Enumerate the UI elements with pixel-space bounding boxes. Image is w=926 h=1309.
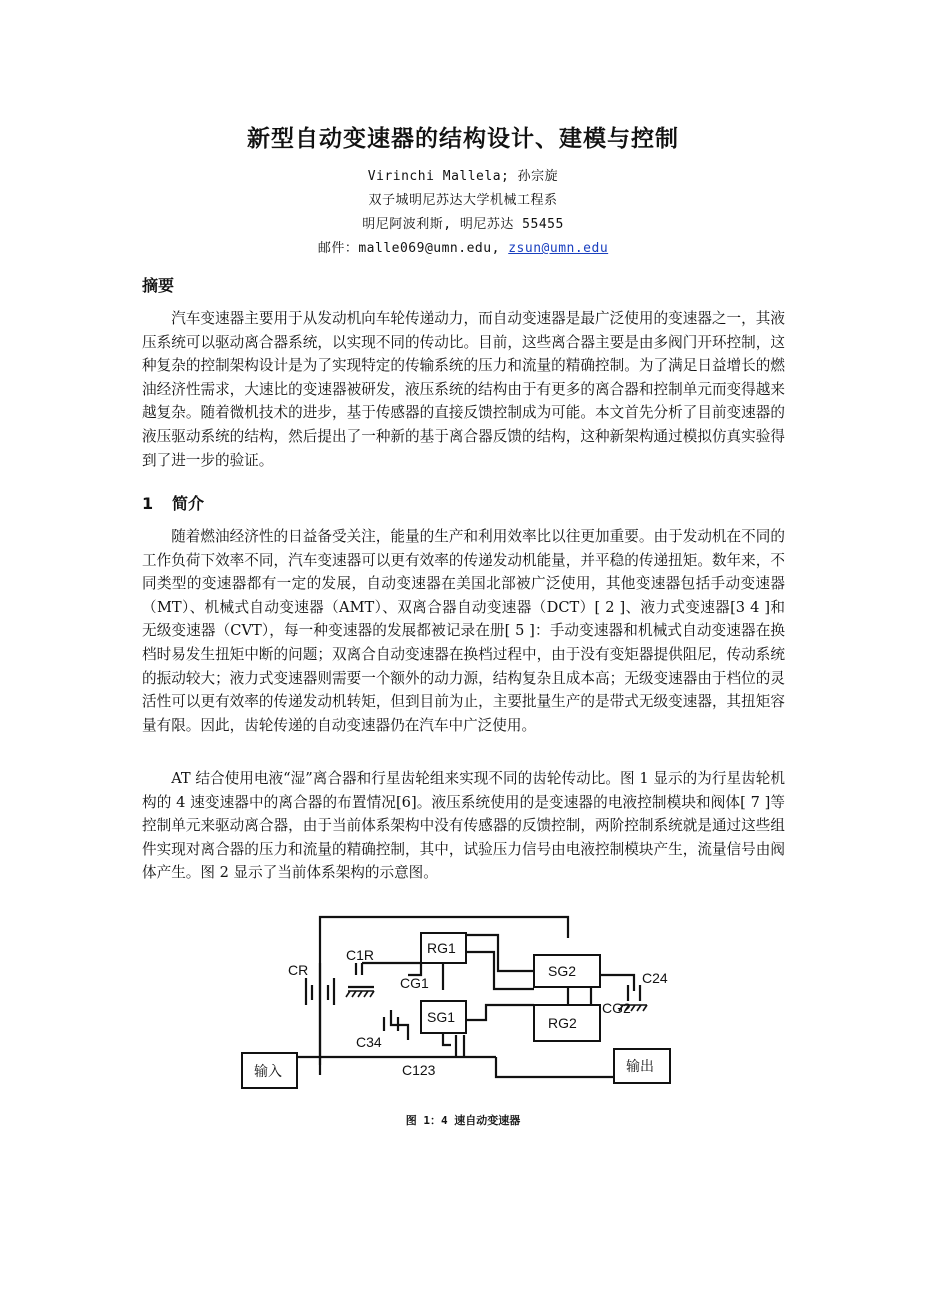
label-c34: C34 (356, 1034, 382, 1050)
label-input: 输入 (254, 1063, 282, 1079)
figure-1-transmission-diagram (236, 905, 686, 1095)
abstract-text: 汽车变速器主要用于从发动机向车轮传递动力，而自动变速器是最广泛使用的变速器之一，其液压系统可以驱动离合器系统，以实现不同的传动比。目前，这些离合器主要是由多阀门开环控制，这种复杂的控制架构设计是为了实现特定的传输系统的压力和流量的精确控制。为了满足日益增长的燃油经济性需求，大速比的变速器被研发，液压系统的结构由于有更多的离合器和控制单元而变得越来越复杂。随着微机技术的进步，基于传感器的直接反馈控制成为可能。本文首先分析了目前变速器的液压驱动系统的结构，然后提出了一种新的基于离合器反馈的结构，这种新架构通过模拟仿真实验得到了进一步的验证。 (142, 310, 785, 469)
email-address-1[interactable]: malle069@umn.edu, (358, 241, 500, 256)
intro-paragraph-2: AT 结合使用电液“湿”离合器和行星齿轮组来实现不同的齿轮传动比。图 1 显示的为行星齿轮机构的 4 速变速器中的离合器的布置情况[6]。液压系统使用的是变速器的电液控制模块和阀体[ 7 ]等控制单元来驱动离合器，由于当前体系架构中没有传感器的反馈控制，两阶控制系统就是通过这些组件实现对离合器的压力和流量的精确控制，其中，试验压力信号由电液控制模块产生，流量信号由阀体产生。图 2 显示了当前体系架构的示意图。 (142, 770, 785, 882)
label-c24: C24 (642, 970, 668, 986)
label-cr: CR (288, 962, 309, 978)
affiliation: 双子城明尼苏达大学机械工程系 (368, 193, 558, 208)
intro-paragraph-1: 随着燃油经济性的日益备受关注，能量的生产和利用效率比以往更加重要。由于发动机在不同的工作负荷下效率不同，汽车变速器可以更有效率的传递发动机能量，并平稳的传递扭矩。数年来，不同类型的变速器都有一定的发展，自动变速器在美国北部被广泛使用，其他变速器包括手动变速器（MT）、机械式自动变速器（AMT）、双离合器自动变速器（DCT）[ 2 ]、液力式变速器[3 4 ]和无级变速器（CVT），每一种变速器的发展都被记录在册[ 5 ]：手动变速器和机械式自动变速器在换档时易发生扭矩中断的问题；双离合自动变速器在换档过程中，由于没有变矩器提供阻尼，传动系统的振动较大；液力式变速器则需要一个额外的动力源，结构复杂且成本高；无级变速器由于档位的灵活性可以更有效率的传递发动机转矩，但到目前为止，主要批量生产的是带式无级变速器，其扭矩容量有限。因此，齿轮传递的自动变速器仍在汽车中广泛使用。 (142, 528, 785, 734)
section-1-heading (142, 491, 204, 514)
email-link[interactable]: zsun@umn.edu (508, 241, 609, 256)
abstract-heading: 摘要 (142, 276, 175, 295)
label-cg2: CG2 (602, 1000, 631, 1016)
email-prefix: 邮件： (317, 241, 359, 256)
label-c123: C123 (402, 1062, 436, 1078)
figure-1-caption: 图 1：4 速自动变速器 (405, 1114, 521, 1127)
authors: Virinchi Mallela; 孙宗旋 (367, 169, 559, 184)
address: 明尼阿波利斯, 明尼苏达 55455 (362, 217, 564, 232)
label-rg2: RG2 (548, 1015, 577, 1031)
label-c1r: C1R (346, 947, 375, 963)
section-number: 1 (142, 494, 154, 513)
label-sg1: SG1 (427, 1009, 456, 1025)
section-title: 简介 (172, 494, 205, 513)
email-line (0, 237, 926, 256)
label-sg2: SG2 (548, 963, 577, 979)
paper-title: 新型自动变速器的结构设计、建模与控制 (247, 126, 679, 152)
label-cg1: CG1 (400, 975, 429, 991)
label-output: 输出 (626, 1058, 654, 1074)
label-rg1: RG1 (427, 940, 456, 956)
